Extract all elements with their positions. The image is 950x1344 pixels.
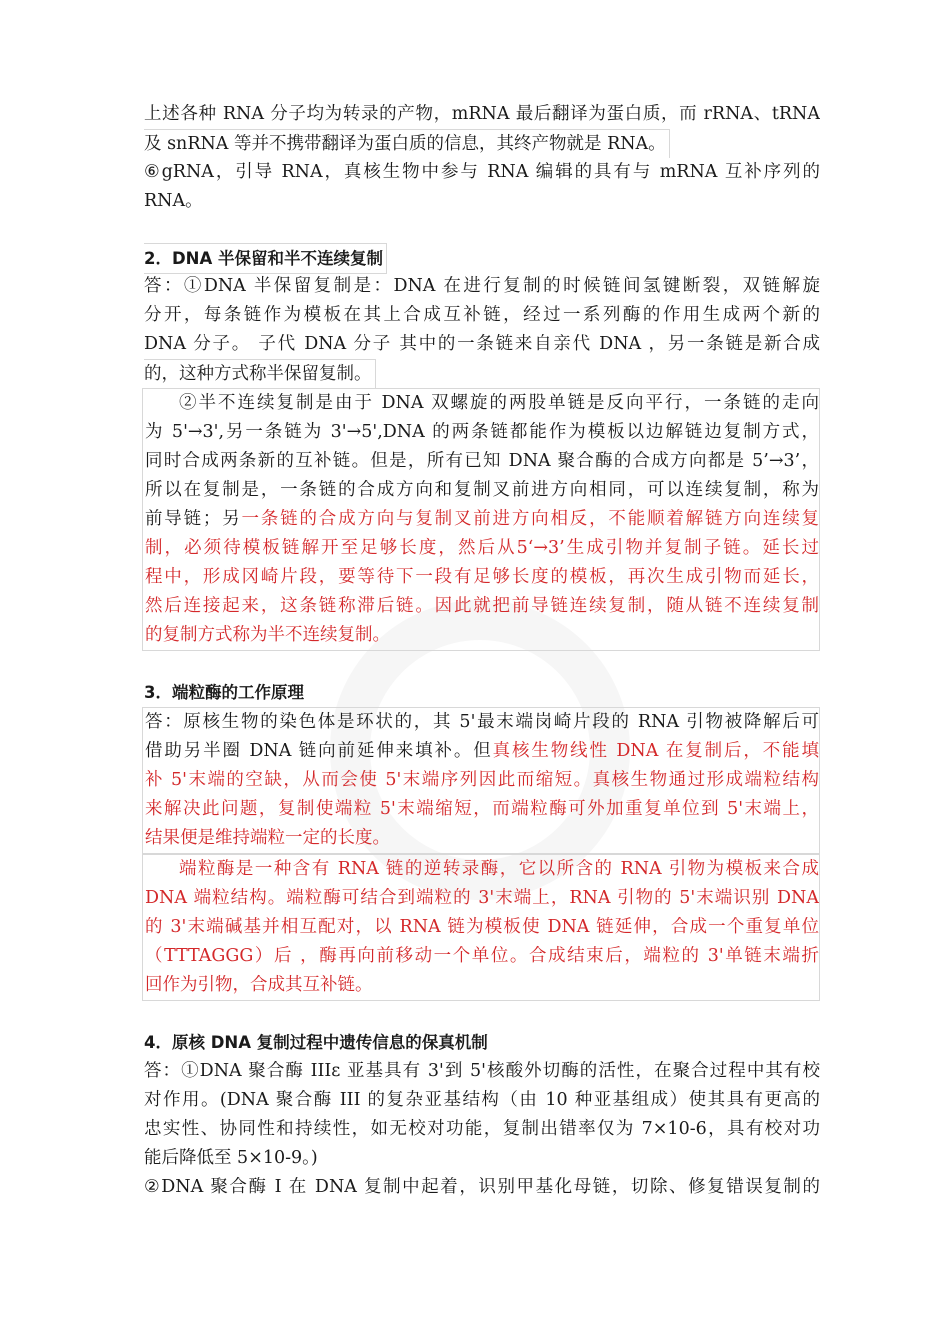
s2-p1-line-1: 答：①DNA 半保留复制是：DNA 在进行复制的时候链间氢键断裂，双链解旋	[144, 276, 820, 296]
section-4	[144, 1028, 820, 1202]
section-3-para-2	[142, 854, 820, 1001]
intro-section	[144, 100, 820, 216]
s2-p1-line-4: 的，这种方式称半保留复制。	[144, 359, 820, 388]
s2-p1-line-3: DNA 分子。 子代 DNA 分子 其中的一条链来自亲代 DNA ，另一条链是新合成	[144, 334, 820, 354]
s3-p2-line-2: DNA 端粒结构。端粒酶可结合到端粒的 3'末端上，RNA 引物的 5'末端识别 DNA	[145, 888, 819, 908]
s2-p2-line-4: 所以在复制是，一条链的合成方向和复制叉前进方向相同，可以连续复制，称为	[145, 480, 819, 500]
s3-p1-line-2: 借助另半圈 DNA 链向前延伸来填补。但真核生物线性 DNA 在复制后，不能填	[145, 741, 819, 761]
s2-p2-line-5: 前导链；另一条链的合成方向与复制叉前进方向相反，不能顺着解链方向连续复	[145, 509, 819, 529]
s2-p2-line-8: 然后连接起来，这条链称滞后链。因此就把前导链连续复制，随从链不连续复制	[145, 596, 819, 616]
s2-p1-line-2: 分开，每条链作为模板在其上合成互补链，经过一系列酶的作用生成两个新的	[144, 305, 820, 325]
s2-p2-line-3: 同时合成两条新的互补链。但是，所有已知 DNA 聚合酶的合成方向都是 5’→3’，	[145, 451, 819, 471]
s4-line-1: 答：①DNA 聚合酶 IIIε 亚基具有 3'到 5'核酸外切酶的活性，在聚合过程中其有校	[144, 1061, 820, 1081]
intro-line-1: 上述各种 RNA 分子均为转录的产物，mRNA 最后翻译为蛋白质，而 rRNA、tRNA	[144, 104, 820, 124]
s2-p2-line-9: 的复制方式称为半不连续复制。	[145, 625, 390, 645]
section-2-title: 2．DNA 半保留和半不连续复制	[144, 243, 820, 272]
section-3	[144, 678, 820, 1001]
intro-line-2: 及 snRNA 等并不携带翻译为蛋白质的信息，其终产物就是 RNA。	[144, 129, 820, 158]
s3-p2-line-4: （TTTAGGG）后 ，酶再向前移动一个单位。合成结束后，端粒的 3'单链末端折	[145, 946, 819, 966]
s4-line-2: 对作用。(DNA 聚合酶 III 的复杂亚基结构（由 10 种亚基组成）使其具有更高的	[144, 1090, 820, 1110]
s3-p1-line-1: 答：原核生物的染色体是环状的，其 5'最末端岗崎片段的 RNA 引物被降解后可	[145, 712, 819, 732]
s3-p1-line-5: 结果便是维持端粒一定的长度。	[145, 828, 390, 848]
s2-p2-line-6: 制，必须待模板链解开至足够长度，然后从5‘→3’生成引物并复制子链。延长过	[145, 538, 819, 558]
intro-line-3: ⑥gRNA，引导 RNA，真核生物中参与 RNA 编辑的具有与 mRNA 互补序列的	[144, 162, 820, 182]
section-4-title: 4．原核 DNA 复制过程中遗传信息的保真机制	[144, 1033, 488, 1052]
section-3-title: 3．端粒酶的工作原理	[144, 683, 304, 702]
s3-p2-line-1: 端粒酶是一种含有 RNA 链的逆转录酶，它以所含的 RNA 引物为模板来合成	[179, 859, 819, 879]
s3-p2-line-3: 的 3'末端碱基并相互配对，以 RNA 链为模板使 DNA 链延伸，合成一个重复单位	[145, 917, 819, 937]
intro-line-4: RNA。	[144, 191, 203, 211]
spacer	[144, 1001, 820, 1028]
document-page	[144, 100, 820, 1202]
s4-line-3: 忠实性、协同性和持续性，如无校对功能，复制出错率仅为 7×10-6，具有校对功	[144, 1119, 820, 1139]
s2-p2-line-2: 为 5'→3',另一条链为 3'→5',DNA 的两条链都能作为模板以边解链边复制方式，	[145, 422, 819, 442]
spacer	[144, 216, 820, 243]
section-2-para-2	[142, 388, 820, 651]
s3-p1-line-4: 来解决此问题，复制使端粒 5'末端缩短，而端粒酶可外加重复单位到 5'末端上，	[145, 799, 819, 819]
s4-line-5: ②DNA 聚合酶 I 在 DNA 复制中起着，识别甲基化母链，切除、修复错误复制的	[144, 1177, 820, 1197]
s3-p2-line-5: 回作为引物，合成其互补链。	[145, 975, 373, 995]
s4-line-4: 能后降低至 5×10-9。)	[144, 1148, 318, 1168]
s3-p1-line-3: 补 5'末端的空缺，从而会使 5'末端序列因此而缩短。真核生物通过形成端粒结构	[145, 770, 819, 790]
s2-p2-line-1: ②半不连续复制是由于 DNA 双螺旋的两股单链是反向平行，一条链的走向	[179, 393, 819, 413]
s2-p2-line-7: 程中，形成冈崎片段，要等待下一段有足够长度的模板，再次生成引物而延长，	[145, 567, 819, 587]
section-2	[144, 243, 820, 651]
spacer	[144, 651, 820, 678]
section-2-para-1	[144, 272, 820, 388]
section-3-para-1	[142, 707, 820, 854]
